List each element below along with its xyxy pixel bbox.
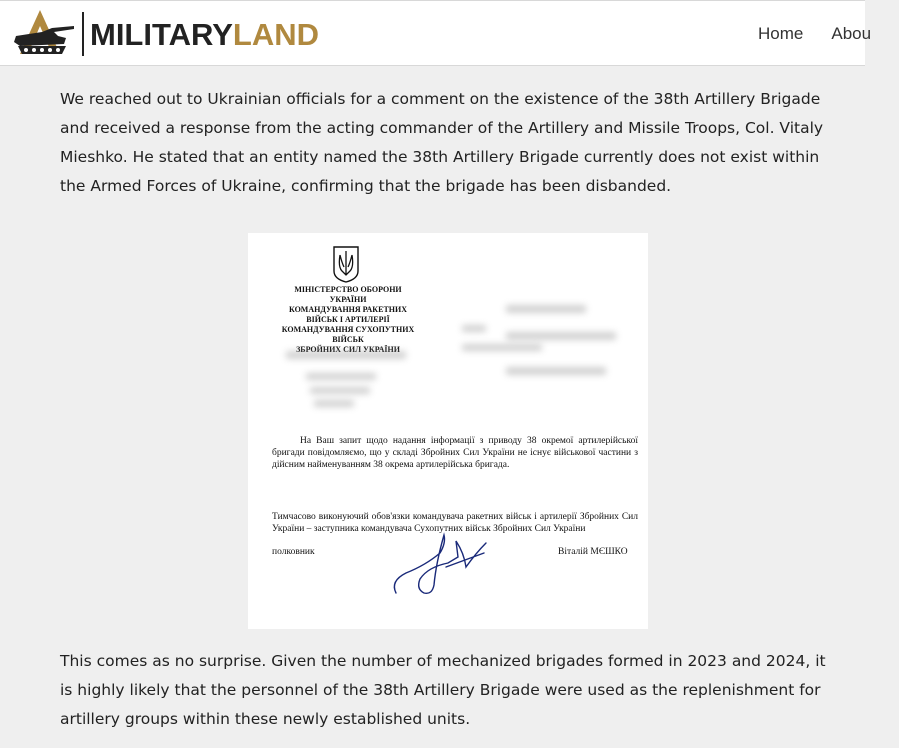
handwritten-signature	[386, 523, 506, 603]
logo-text-accent: LAND	[232, 16, 320, 52]
letter-signer-name: Віталій МЄШКО	[558, 547, 628, 557]
redacted-block	[306, 373, 376, 380]
main-nav	[758, 1, 899, 67]
org-line: УКРАЇНИ	[329, 295, 367, 304]
redacted-block	[506, 332, 616, 340]
letter-image	[248, 233, 648, 629]
org-line: ЗБРОЙНИХ СИЛ УКРАЇНИ	[296, 345, 400, 354]
site-logo[interactable]	[12, 5, 319, 63]
logo-tank-icon	[12, 6, 78, 62]
logo-wordmark	[90, 16, 320, 52]
org-line: КОМАНДУВАННЯ СУХОПУТНИХ	[281, 325, 415, 334]
org-line: МІНІСТЕРСТВО ОБОРОНИ	[294, 285, 402, 294]
letter-org-header	[268, 285, 428, 355]
logo-divider	[82, 12, 84, 56]
org-line: КОМАНДУВАННЯ РАКЕТНИХ	[288, 305, 407, 314]
site-header	[0, 0, 872, 66]
nav-about[interactable]: Abou	[831, 24, 872, 43]
redacted-block	[310, 387, 370, 394]
redacted-block	[286, 351, 406, 359]
article-paragraph-2: This comes as no surprise. Given the number of mechanized brigades formed in 2023 and 2024, it is highly likely that the personnel of the 38th Artillery Brigade were used as the replenishment for artillery groups within these newly established units.	[60, 652, 826, 728]
trident-emblem-icon	[332, 245, 360, 283]
redacted-block	[506, 367, 606, 375]
redacted-block	[314, 400, 354, 407]
nav-home[interactable]: Home	[758, 24, 804, 43]
letter-body: На Ваш запит щодо надання інформації з приводу 38 окремої артилерійської бригади повідомляємо, що у складі Збройних Сил України не існує військової частини з дійсним найменуванням 38 окрема артилерійська бригада.	[272, 436, 638, 470]
redacted-block	[506, 305, 586, 313]
letter-rank: полковник	[272, 547, 315, 557]
article-paragraph-1: We reached out to Ukrainian officials for a comment on the existence of the 38th Artillery Brigade and received a response from the acting commander of the Artillery and Missile Troops, Col. Vitaly Mieshko. He stated that an entity named the 38th Artillery Brigade currently does not exist within the Armed Forces of Ukraine, confirming that the brigade has been disbanded.	[60, 90, 824, 195]
org-line: ВІЙСЬК	[332, 335, 364, 344]
letter-signature-block: Тимчасово виконуючий обов'язки командувача ракетних військ і артилерії Збройних Сил України – заступника командувача Сухопутних військ Збройних Сил України	[272, 512, 638, 534]
redacted-block	[462, 325, 486, 332]
redacted-block	[462, 344, 542, 351]
logo-text-dark: MILITARY	[90, 16, 233, 52]
org-line: ВІЙСЬК І АРТИЛЕРІЇ	[306, 315, 390, 324]
